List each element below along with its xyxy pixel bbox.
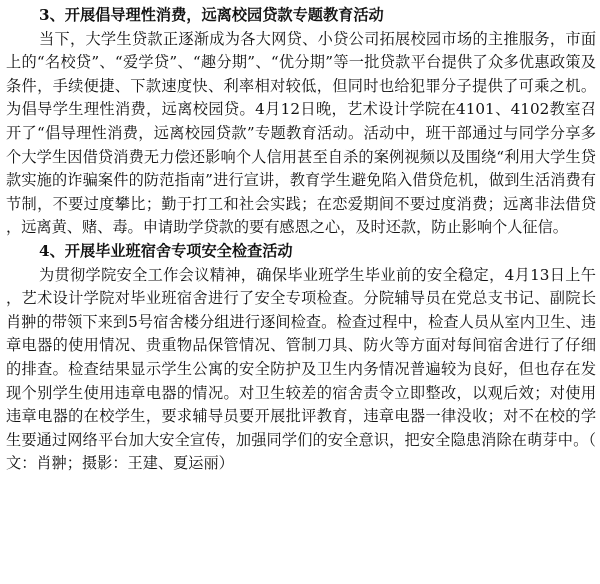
- document-body: [6, 4, 596, 476]
- section-3-heading: 3、开展倡导理性消费，远离校园贷款专题教育活动: [39, 6, 384, 24]
- section-4-paragraph: 为贯彻学院安全工作会议精神，确保毕业班学生毕业前的安全稳定，4月13日上午，艺术设计学院对毕业班宿舍进行了安全专项检查。分院辅导员在党总支书记、副院长肖翀的带领下来到5号宿舍楼分组进行逐间检查。检查过程中，检查人员从室内卫生、违章电器的使用情况、贵重物品保管情况、管制刀具、防火等方面对每间宿舍进行了仔细的排查。检查结果显示学生公寓的安全防护及卫生内务情况普遍较为良好，但也存在发现个别学生使用违章电器的情况。对卫生较差的宿舍责令立即整改，以观后效；对使用违章电器的在校学生，要求辅导员要开展批评教育，违章电器一律没收；对不在校的学生要通过网络平台加大安全宣传，加强同学们的安全意识，把安全隐患消除在萌芽中。（文：肖翀；摄影：王建、夏运丽）: [6, 265, 596, 473]
- section-4-heading: 4、开展毕业班宿舍专项安全检查活动: [39, 241, 293, 260]
- section-3-paragraph: 当下，大学生贷款正逐渐成为各大网贷、小贷公司拓展校园市场的主推服务，市面上的“名校贷”、“爱学贷”、“趣分期”、“优分期”等一批贷款平台提供了众多优惠政策及条件，手续便捷、下款速度快、利率相对较低，但同时也给犯罪分子提供了可乘之机。为倡导学生理性消费，远离校园贷。4月12日晚，艺术设计学院在4101、4102教室召开了“倡导理性消费，远离校园贷款”专题教育活动。活动中，班干部通过与同学分享多个大学生因借贷消费无力偿还影响个人信用甚至自杀的案例视频以及围绕“利用大学生贷款实施的诈骗案件的防范指南”进行宣讲，教育学生避免陷入借贷危机，做到生活消费有节制，不要过度攀比；勤于打工和社会实践；在恋爱期间不要过度消费；远离非法借贷，远离黄、赌、毒。申请助学贷款的要有感恩之心，及时还款，防止影响个人征信。: [6, 29, 596, 237]
